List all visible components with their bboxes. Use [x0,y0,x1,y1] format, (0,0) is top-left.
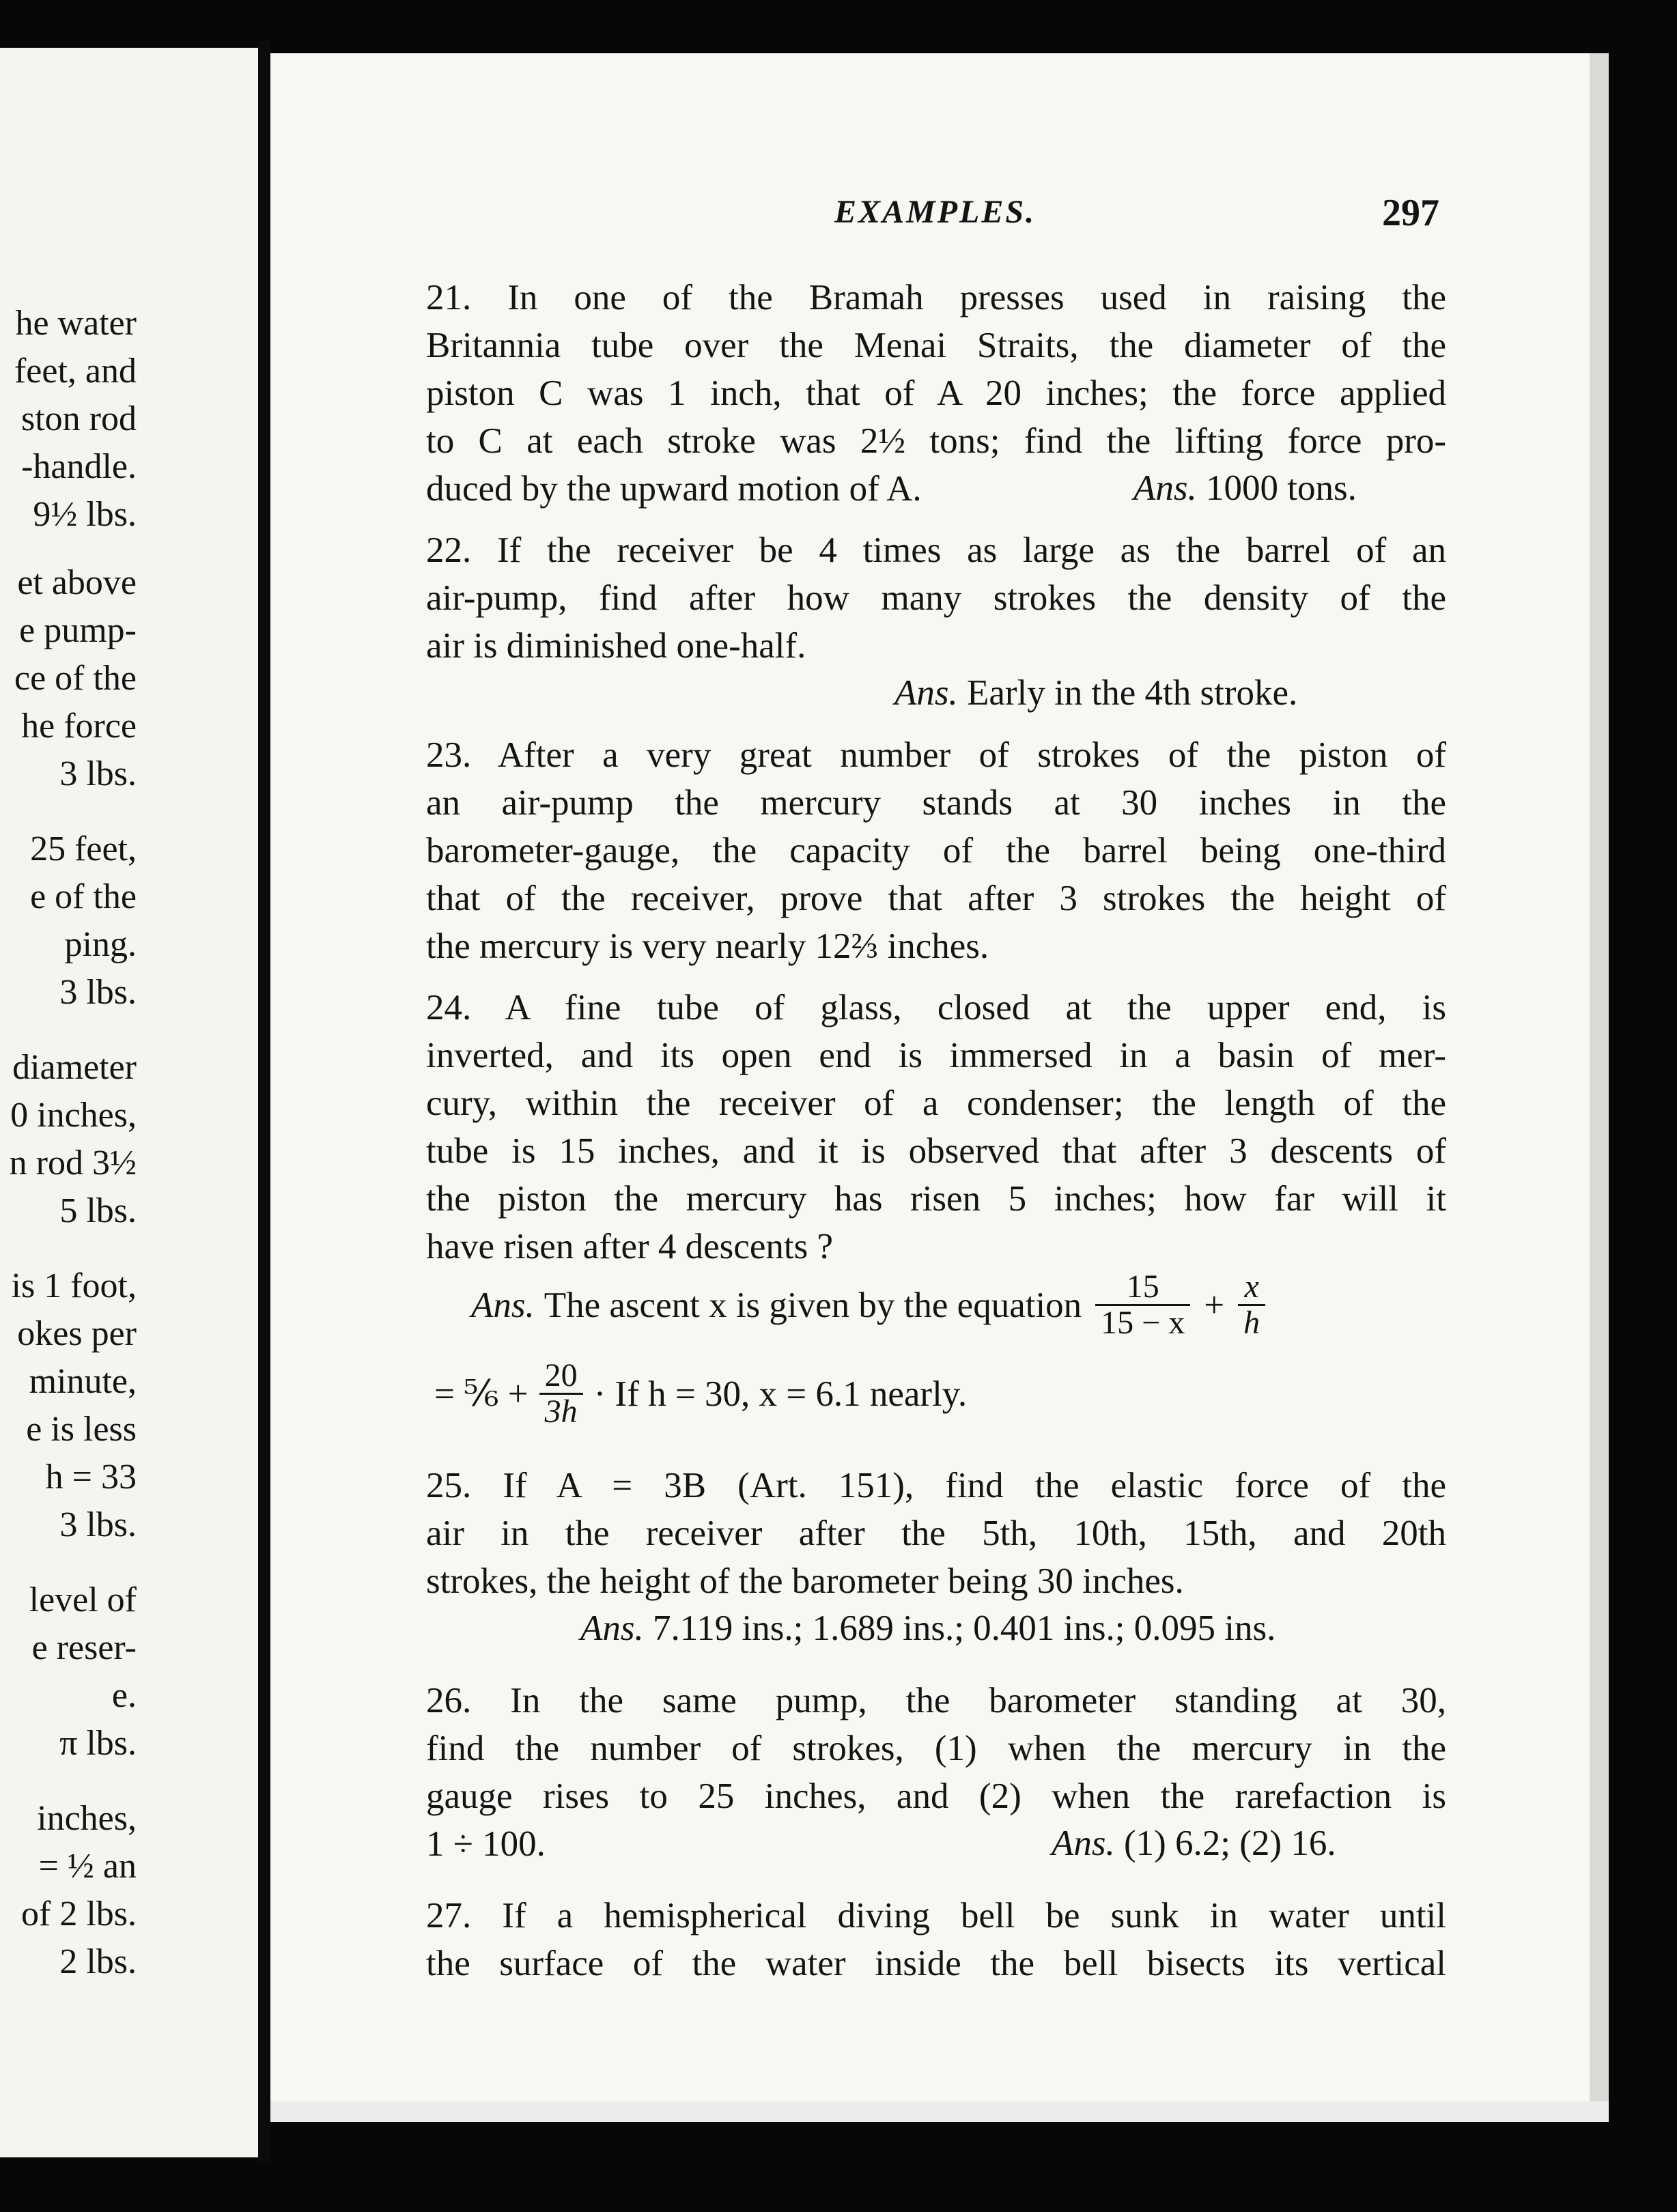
equation-fraction [1238,1270,1265,1341]
fraction-denominator: 3h [544,1393,578,1430]
fraction-numerator: x [1238,1270,1265,1306]
facing-line: π lbs. [59,1724,137,1763]
problem-21-line: Britannia tube over the Menai Straits, the diameter of the [426,326,1446,365]
facing-line: e is less [26,1410,137,1449]
facing-line: ce of the [14,659,137,698]
answer-value: 1000 tons. [1206,468,1357,508]
facing-line: 25 feet, [30,830,137,868]
problem-23-line: the mercury is very nearly 12⅔ inches. [426,926,989,966]
problem-22-answer [894,672,1297,713]
facing-line: n rod 3½ [9,1144,137,1182]
problem-21-line: duced by the upward motion of A. [426,469,922,509]
problem-21-answer [1133,468,1357,509]
answer-label: Ans. [894,673,958,713]
problem-24-line: 24. A fine tube of glass, closed at the upper end, is [426,988,1446,1027]
book-gutter [258,41,270,2164]
facing-line: 3 lbs. [59,1505,137,1544]
problem-21-line: to C at each stroke was 2½ tons; find the lifting force pro- [426,421,1446,461]
facing-line: diameter [12,1048,137,1087]
facing-line: e of the [30,877,137,916]
answer-label: Ans. [471,1285,535,1325]
problem-26-line: 26. In the same pump, the barometer standing at 30, [426,1681,1446,1720]
problem-24-line: the piston the mercury has risen 5 inches; how far will it [426,1179,1446,1219]
problem-25-answer [580,1608,1276,1649]
facing-line: e pump- [19,611,137,650]
facing-line: ping. [64,925,137,964]
facing-line: 3 lbs. [59,973,137,1012]
equation-lead: = ⅚ + [434,1374,529,1415]
equation-tail: · If h = 30, x = 6.1 nearly. [593,1374,968,1414]
facing-line: level of [29,1580,137,1619]
answer-value: Early in the 4th stroke. [967,673,1298,713]
problem-21-line: piston C was 1 inch, that of A 20 inches; the force applied [426,373,1446,413]
facing-line: feet, and [14,352,137,391]
facing-line: of 2 lbs. [21,1895,137,1933]
problem-23-line: that of the receiver, prove that after 3 strokes the height of [426,879,1446,918]
facing-line: -handle. [21,447,137,486]
problem-26-line: gauge rises to 25 inches, and (2) when the rarefaction is [426,1776,1446,1816]
problem-27-line: 27. If a hemispherical diving bell be sunk in water until [426,1896,1446,1936]
problem-23-line: an air-pump the mercury stands at 30 inches in the [426,783,1446,823]
problem-23-line: barometer-gauge, the capacity of the barrel being one-third [426,831,1446,870]
facing-line: h = 33 [45,1458,137,1497]
facing-line: is 1 foot, [11,1266,137,1305]
problem-25-line: strokes, the height of the barometer being 30 inches. [426,1561,1184,1601]
facing-line: minute, [29,1362,137,1401]
facing-line: inches, [37,1799,137,1838]
page-number: 297 [1382,192,1439,234]
facing-line: e reser- [31,1628,137,1667]
facing-line: 9½ lbs. [33,495,137,534]
page-edge [270,2101,1609,2122]
problem-22-line: air-pump, find after how many strokes the density of the [426,578,1446,618]
facing-page [0,48,258,2157]
answer-text: The ascent x is given by the equation [544,1285,1082,1325]
facing-line: he force [21,707,137,746]
facing-line: et above [17,563,137,602]
problem-26-answer [1052,1823,1336,1864]
answer-label: Ans. [580,1608,644,1648]
problem-24-line: have risen after 4 descents ? [426,1227,833,1266]
facing-line: 2 lbs. [59,1942,137,1981]
problem-24-line: tube is 15 inches, and it is observed that after 3 descents of [426,1131,1446,1171]
problem-25-line: 25. If A = 3B (Art. 151), find the elastic force of the [426,1466,1446,1505]
answer-label: Ans. [1052,1824,1115,1863]
problem-22-line: air is diminished one-half. [426,626,806,666]
facing-line: okes per [17,1314,137,1353]
problem-27-line: the surface of the water inside the bell bisects its vertical [426,1944,1446,1983]
facing-line: ston rod [21,399,137,438]
equation-fraction [539,1359,583,1430]
plus-sign: + [1204,1285,1225,1325]
facing-line: 0 inches, [10,1096,137,1135]
equation-fraction [1095,1270,1190,1341]
problem-21-line: 21. In one of the Bramah presses used in raising the [426,278,1446,317]
fraction-numerator: 15 [1095,1270,1190,1306]
facing-line: e. [111,1676,137,1715]
problem-26-line: find the number of strokes, (1) when the mercury in the [426,1729,1446,1768]
fraction-denominator: h [1243,1305,1260,1342]
answer-label: Ans. [1133,468,1197,508]
problem-24-answer [471,1270,1269,1341]
problem-24-equation-continued [434,1359,967,1430]
problem-25-line: air in the receiver after the 5th, 10th, 15th, and 20th [426,1514,1446,1553]
problem-23-line: 23. After a very great number of strokes of the piston of [426,735,1446,775]
problem-24-line: cury, within the receiver of a condenser; the length of the [426,1083,1446,1123]
problem-22-line: 22. If the receiver be 4 times as large as the barrel of an [426,530,1446,570]
fraction-denominator: 15 − x [1101,1305,1185,1342]
problem-24-line: inverted, and its open end is immersed in a basin of mer- [426,1036,1446,1075]
facing-line: 3 lbs. [59,754,137,793]
facing-line: 5 lbs. [59,1191,137,1230]
answer-value: (1) 6.2; (2) 16. [1124,1824,1336,1863]
fraction-numerator: 20 [539,1359,583,1395]
facing-line: he water [15,304,137,343]
running-head: EXAMPLES. [834,194,1037,230]
facing-line: = ½ an [38,1847,137,1886]
problem-26-line: 1 ÷ 100. [426,1824,546,1864]
answer-value: 7.119 ins.; 1.689 ins.; 0.401 ins.; 0.095 ins. [653,1608,1276,1648]
